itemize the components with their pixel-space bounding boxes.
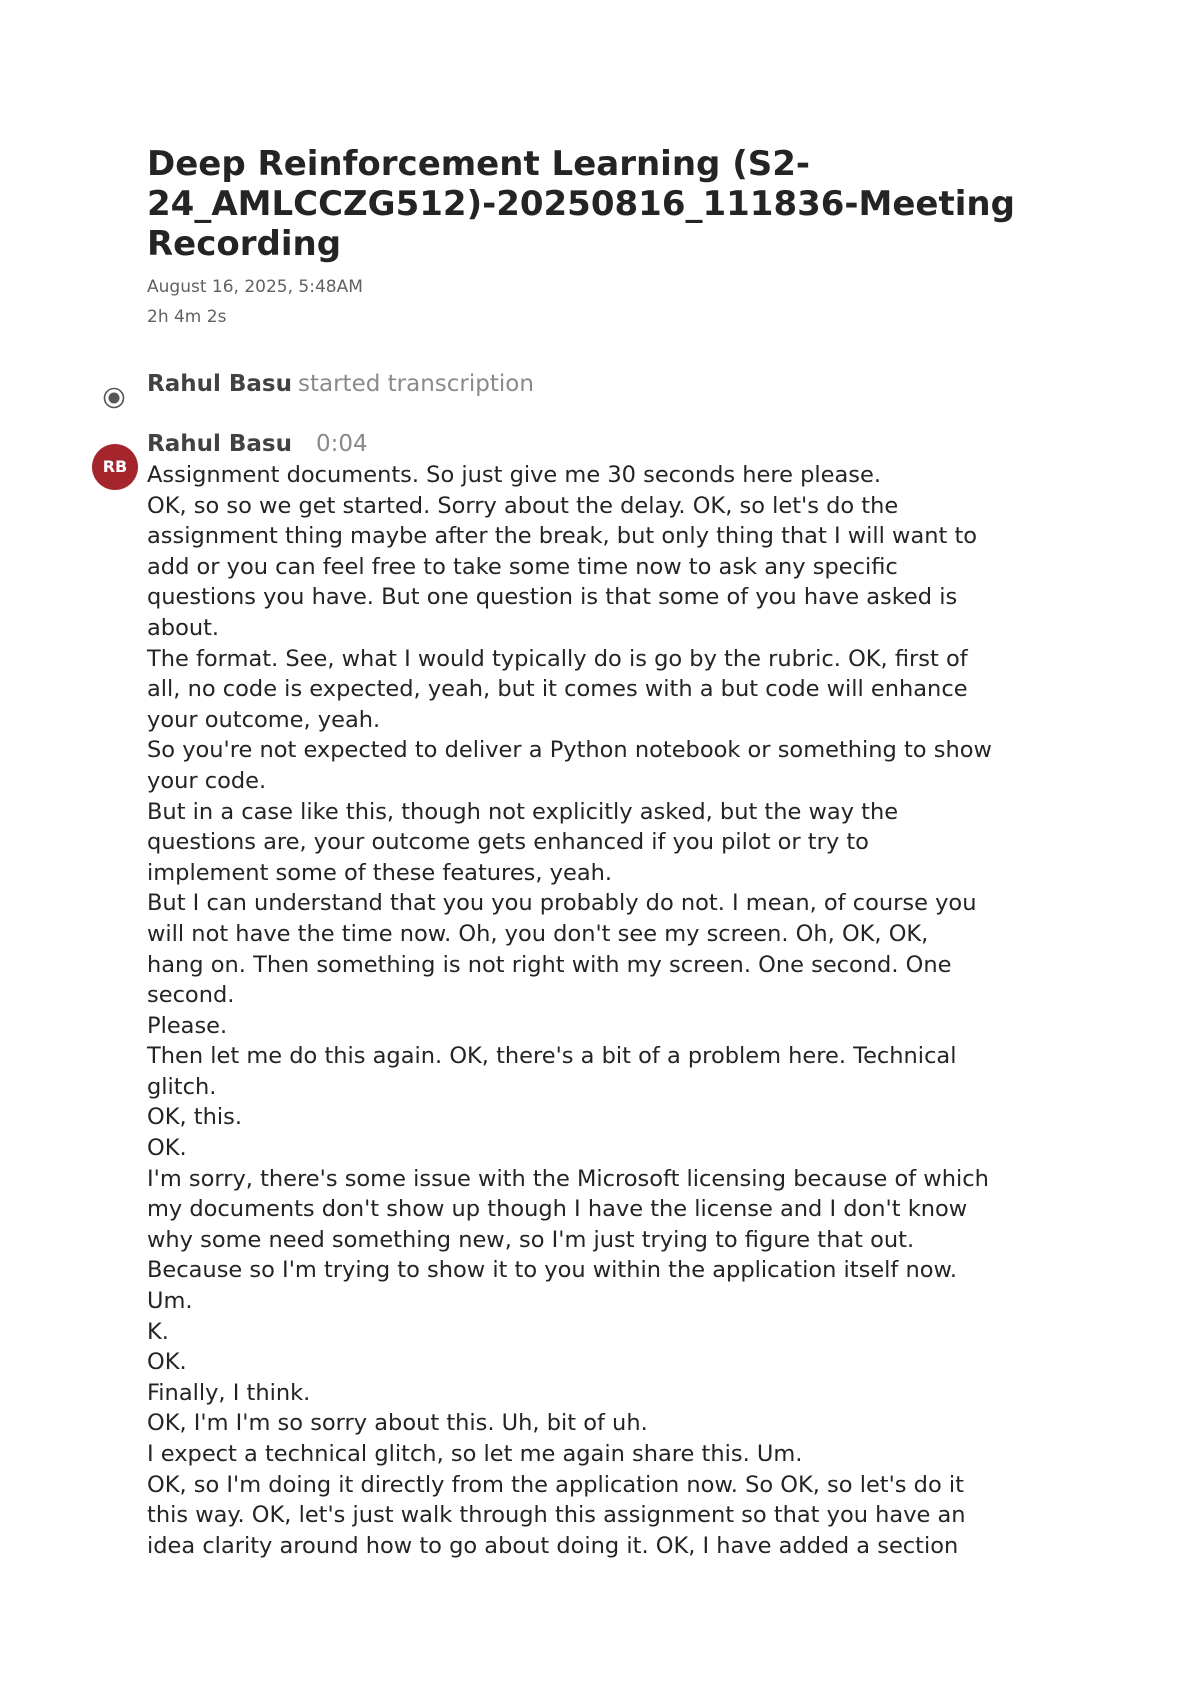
transcript-line: questions you have. But one question is that some of you have asked is (147, 584, 958, 611)
transcript-line: why some need something new, so I'm just trying to figure that out. (147, 1226, 915, 1253)
meeting-date: August 16, 2025, 5:48AM (147, 277, 363, 297)
transcript-line: OK, this. (147, 1104, 242, 1131)
meeting-title-line: 24_AMLCCZG512)-20250816_111836-Meeting (147, 184, 1015, 224)
transcript-line: Because so I'm trying to show it to you within the application itself now. (147, 1257, 957, 1284)
transcription-start-text (147, 370, 534, 398)
transcript-line: add or you can feel free to take some time now to ask any specific (147, 553, 898, 580)
transcript-line: assignment thing maybe after the break, but only thing that I will want to (147, 523, 978, 550)
speaker-name: Rahul Basu (147, 431, 292, 457)
transcript-line: Finally, I think. (147, 1379, 311, 1406)
entry-header (147, 430, 368, 458)
transcript-line: So you're not expected to deliver a Python notebook or something to show (147, 737, 992, 764)
transcript-line: my documents don't show up though I have the license and I don't know (147, 1196, 968, 1223)
transcript-line: this way. OK, let's just walk through this assignment so that you have an (147, 1502, 966, 1529)
transcript-line: But in a case like this, though not explicitly asked, but the way the (147, 798, 899, 825)
transcript-line: about. (147, 614, 220, 641)
transcript-line: OK. (147, 1135, 187, 1162)
transcript-line: hang on. Then something is not right with my screen. One second. One (147, 951, 952, 978)
transcript-line: OK. (147, 1349, 187, 1376)
transcript-line: questions are, your outcome gets enhanced if you pilot or try to (147, 829, 869, 856)
transcript-line: Please. (147, 1012, 228, 1039)
transcript-line: Then let me do this again. OK, there's a bit of a problem here. Technical (147, 1043, 957, 1070)
transcript-line: OK, so I'm doing it directly from the application now. So OK, so let's do it (147, 1471, 964, 1498)
transcript-line: K. (147, 1318, 169, 1345)
transcript-text (147, 460, 1077, 1561)
speaker-name: Rahul Basu (147, 371, 292, 397)
transcript-line: OK, I'm I'm so sorry about this. Uh, bit of uh. (147, 1410, 648, 1437)
transcript-line: second. (147, 982, 235, 1009)
transcript-line: implement some of these features, yeah. (147, 859, 613, 886)
avatar: RB (92, 444, 138, 490)
record-icon (103, 387, 125, 409)
transcript-line: will not have the time now. Oh, you don't see my screen. Oh, OK, OK, (147, 920, 929, 947)
meeting-duration: 2h 4m 2s (147, 307, 227, 327)
transcript-line: Um. (147, 1288, 193, 1315)
transcript-line: glitch. (147, 1073, 217, 1100)
transcript-line: OK, so so we get started. Sorry about the delay. OK, so let's do the (147, 492, 899, 519)
transcript-line: idea clarity around how to go about doing it. OK, I have added a section (147, 1532, 959, 1559)
transcript-line: The format. See, what I would typically do is go by the rubric. OK, first of (147, 645, 968, 672)
transcript-line: I'm sorry, there's some issue with the Microsoft licensing because of which (147, 1165, 989, 1192)
meeting-title (147, 144, 1047, 264)
meeting-title-line: Recording (147, 224, 342, 264)
transcript-line: your outcome, yeah. (147, 706, 381, 733)
transcript-line: I expect a technical glitch, so let me again share this. Um. (147, 1441, 803, 1467)
transcript-line: your code. (147, 767, 267, 794)
transcript-line: all, no code is expected, yeah, but it comes with a but code will enhance (147, 676, 968, 703)
transcript-line: Assignment documents. So just give me 30 seconds here please. (147, 462, 881, 488)
transcription-action: started transcription (298, 371, 534, 397)
entry-timestamp: 0:04 (316, 431, 368, 457)
transcription-start-event (0, 368, 1200, 408)
transcript-line: But I can understand that you you probably do not. I mean, of course you (147, 890, 977, 917)
meeting-title-line: Deep Reinforcement Learning (S2- (147, 144, 810, 184)
